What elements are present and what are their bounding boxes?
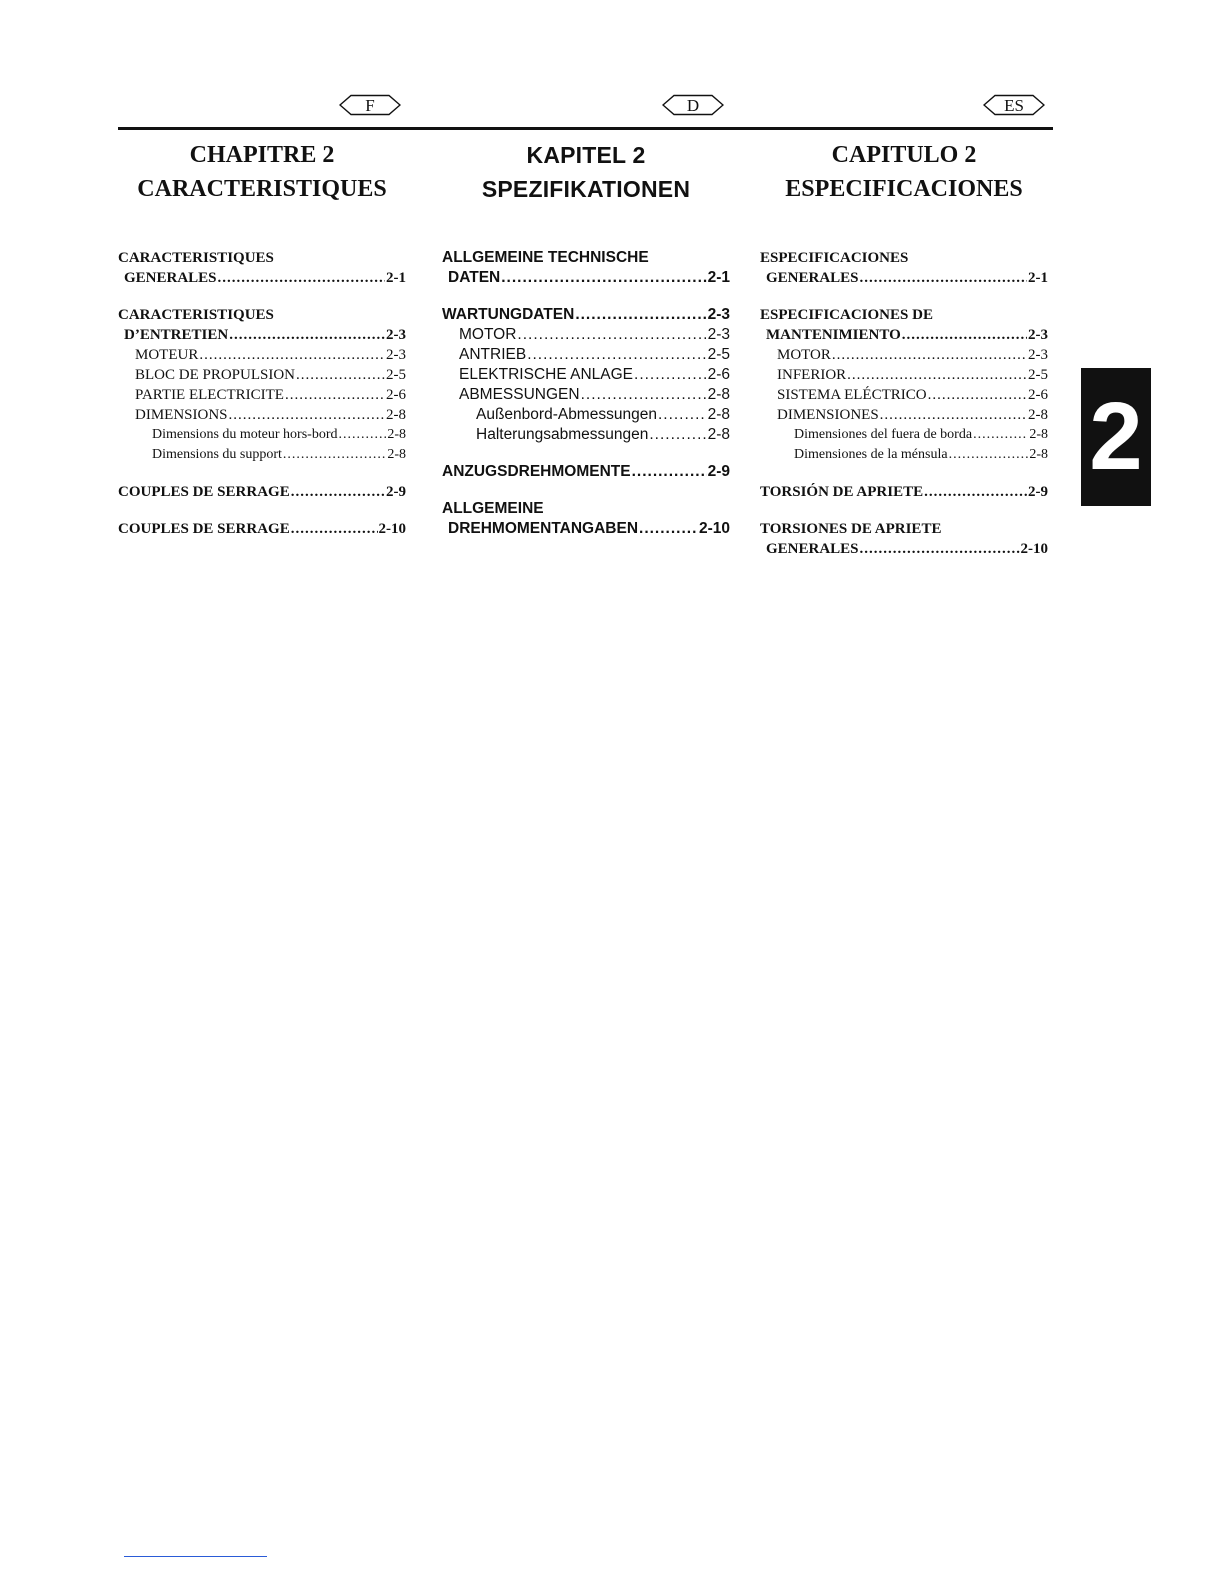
toc-entry[interactable]	[442, 385, 730, 405]
toc-group	[118, 519, 406, 539]
toc-leader-dots	[902, 325, 1027, 345]
toc-entry[interactable]	[118, 345, 406, 365]
toc-entry-label: Außenbord-Abmessungen	[476, 406, 657, 423]
chapter-title: CAPITULO 2	[831, 142, 977, 168]
toc-page-number: 2-8	[1029, 447, 1048, 462]
toc-leader-dots	[880, 405, 1027, 425]
toc-leader-dots	[501, 268, 706, 288]
column-french	[118, 138, 406, 537]
toc-leader-dots	[229, 325, 385, 345]
toc-leader-dots	[847, 365, 1027, 385]
toc-entry[interactable]	[442, 305, 730, 325]
toc-leader-dots	[218, 268, 385, 288]
toc-entry-label: ANTRIEB	[459, 346, 527, 363]
toc-leader-dots	[527, 345, 706, 365]
toc-leader-dots	[928, 385, 1027, 405]
toc-entry-label: D’ENTRETIEN	[124, 327, 229, 343]
toc-page-number: 2-5	[386, 367, 406, 383]
toc-leader-dots	[581, 385, 707, 405]
toc-entry[interactable]	[760, 365, 1048, 385]
toc-entry-label: Dimensiones del fuera de borda	[794, 427, 973, 442]
toc-page-number: 2-3	[1028, 327, 1048, 343]
table-of-contents	[442, 248, 730, 556]
toc-leader-dots	[658, 405, 707, 425]
toc-entry[interactable]	[760, 345, 1048, 365]
toc-group	[760, 248, 1048, 288]
toc-entry-label: INFERIOR	[777, 367, 847, 383]
toc-page-number: 2-3	[707, 306, 730, 323]
chapter-subtitle: CARACTERISTIQUES	[137, 176, 387, 202]
toc-page-number: 2-3	[1028, 347, 1048, 363]
footer-link-line	[124, 1556, 267, 1557]
toc-page-number: 2-3	[386, 327, 406, 343]
toc-entry-label: GENERALES	[124, 270, 217, 286]
toc-page-number: 2-8	[707, 386, 730, 403]
toc-entry-label: WARTUNGDATEN	[442, 306, 575, 323]
toc-page-number: 2-6	[386, 387, 406, 403]
toc-entry[interactable]	[442, 519, 730, 539]
toc-entry[interactable]	[118, 365, 406, 385]
toc-page-number: 2-6	[1028, 387, 1048, 403]
table-of-contents	[760, 248, 1048, 576]
toc-entry-label: DIMENSIONES	[777, 407, 879, 423]
toc-entry-label: Halterungsabmessungen	[476, 426, 649, 443]
column-spanish	[760, 138, 1048, 557]
toc-entry-label: Dimensions du moteur hors-bord	[152, 427, 338, 442]
toc-page-number: 2-5	[1028, 367, 1048, 383]
toc-entry-label: DREHMOMENTANGABEN	[448, 520, 639, 537]
lang-badge-label: F	[365, 96, 375, 115]
toc-entry-label: ALLGEMEINE	[442, 500, 544, 517]
toc-leader-dots	[575, 305, 706, 325]
toc-entry-label: COUPLES DE SERRAGE	[118, 484, 290, 500]
toc-entry[interactable]	[118, 445, 406, 465]
toc-entry-label: BLOC DE PROPULSION	[135, 367, 296, 383]
toc-group	[442, 248, 730, 288]
toc-entry-label: ABMESSUNGEN	[459, 386, 580, 403]
toc-page-number: 2-8	[387, 447, 406, 462]
toc-entry-label: ESPECIFICACIONES DE	[760, 307, 933, 323]
chapter-subtitle: SPEZIFIKATIONEN	[481, 176, 691, 202]
toc-leader-dots	[199, 345, 385, 365]
toc-entry[interactable]	[442, 365, 730, 385]
toc-entry-label: GENERALES	[766, 541, 859, 557]
toc-leader-dots	[229, 405, 385, 425]
toc-page-number: 2-9	[1028, 484, 1048, 500]
lang-badge-spanish	[983, 94, 1045, 116]
toc-entry[interactable]	[760, 482, 1048, 502]
toc-entry[interactable]	[118, 425, 406, 445]
toc-leader-dots	[860, 268, 1027, 288]
lang-badge-german	[662, 94, 724, 116]
toc-entry[interactable]	[118, 405, 406, 425]
chapter-title: KAPITEL 2	[526, 142, 646, 168]
toc-leader-dots	[973, 425, 1028, 445]
toc-entry[interactable]	[442, 325, 730, 345]
toc-entry[interactable]	[118, 268, 406, 288]
toc-leader-dots	[285, 385, 385, 405]
toc-entry[interactable]	[760, 445, 1048, 465]
toc-entry[interactable]	[760, 405, 1048, 425]
toc-entry-label: ELEKTRISCHE ANLAGE	[459, 366, 634, 383]
toc-entry[interactable]	[118, 385, 406, 405]
toc-entry[interactable]	[442, 462, 730, 482]
toc-entry-label: DIMENSIONS	[135, 407, 228, 423]
toc-page-number: 2-3	[707, 326, 730, 343]
toc-group	[760, 482, 1048, 502]
toc-page-number: 2-8	[707, 406, 730, 423]
toc-entry[interactable]	[760, 385, 1048, 405]
toc-leader-dots	[924, 482, 1027, 502]
toc-heading	[760, 248, 1048, 268]
toc-leader-dots	[649, 425, 706, 445]
lang-badge-label: D	[686, 96, 700, 115]
chapter-subtitle: ESPECIFICACIONES	[785, 176, 1023, 202]
column-german	[442, 138, 730, 537]
toc-entry[interactable]	[760, 425, 1048, 445]
toc-page-number: 2-8	[1029, 427, 1048, 442]
toc-page-number: 2-6	[707, 366, 730, 383]
table-of-contents	[118, 248, 406, 556]
toc-heading	[442, 499, 730, 519]
toc-group	[118, 305, 406, 465]
toc-group	[442, 462, 730, 482]
toc-leader-dots	[949, 445, 1029, 465]
toc-entry-label: SISTEMA ELÉCTRICO	[777, 387, 927, 403]
toc-entry[interactable]	[118, 325, 406, 345]
toc-entry-label: ANZUGSDREHMOMENTE	[442, 463, 631, 480]
toc-entry-label: CARACTERISTIQUES	[118, 307, 274, 323]
toc-entry[interactable]	[118, 519, 406, 539]
toc-entry-label: PARTIE ELECTRICITE	[135, 387, 284, 403]
lang-badge-french	[339, 94, 401, 116]
toc-entry[interactable]	[442, 345, 730, 365]
toc-entry-label: TORSIÓN DE APRIETE	[760, 484, 924, 500]
toc-page-number: 2-3	[386, 347, 406, 363]
toc-page-number: 2-10	[698, 520, 730, 537]
toc-page-number: 2-9	[386, 484, 406, 500]
toc-entry[interactable]	[118, 482, 406, 502]
toc-entry[interactable]	[442, 405, 730, 425]
toc-entry-label: Dimensions du support	[152, 447, 282, 462]
toc-entry-label: ALLGEMEINE TECHNISCHE	[442, 249, 649, 266]
toc-entry-label: TORSIONES DE APRIETE	[760, 521, 942, 537]
toc-group	[442, 499, 730, 539]
toc-entry[interactable]	[442, 268, 730, 288]
toc-entry-label: ESPECIFICACIONES	[760, 250, 909, 266]
toc-entry-label: Dimensiones de la ménsula	[794, 447, 948, 462]
lang-badge-label: ES	[1004, 96, 1024, 115]
toc-entry-label: MOTOR	[459, 326, 517, 343]
toc-page-number: 2-8	[386, 407, 406, 423]
toc-page-number: 2-10	[378, 521, 406, 537]
toc-leader-dots	[338, 425, 386, 445]
toc-leader-dots	[632, 462, 707, 482]
toc-entry[interactable]	[760, 325, 1048, 345]
toc-leader-dots	[860, 539, 1020, 559]
toc-group	[118, 482, 406, 502]
toc-page-number: 2-5	[707, 346, 730, 363]
toc-leader-dots	[291, 482, 385, 502]
toc-group	[760, 519, 1048, 559]
toc-entry-label: MOTEUR	[135, 347, 199, 363]
toc-page-number: 2-8	[707, 426, 730, 443]
toc-heading	[118, 248, 406, 268]
toc-page-number: 2-1	[707, 269, 730, 286]
toc-page-number: 2-9	[707, 463, 730, 480]
toc-entry[interactable]	[442, 425, 730, 445]
toc-group	[118, 248, 406, 288]
toc-entry-label: MANTENIMIENTO	[766, 327, 901, 343]
toc-leader-dots	[296, 365, 385, 385]
toc-page-number: 2-8	[387, 427, 406, 442]
chapter-tab-badge: 2	[1081, 368, 1151, 506]
header-rule	[118, 127, 1053, 130]
chapter-title: CHAPITRE 2	[189, 142, 335, 168]
toc-entry-label: MOTOR	[777, 347, 831, 363]
toc-heading	[760, 305, 1048, 325]
toc-page-number: 2-10	[1020, 541, 1048, 557]
toc-heading	[118, 305, 406, 325]
toc-page-number: 2-1	[1028, 270, 1048, 286]
toc-leader-dots	[832, 345, 1027, 365]
toc-entry[interactable]	[760, 268, 1048, 288]
toc-leader-dots	[291, 519, 378, 539]
toc-page-number: 2-1	[386, 270, 406, 286]
toc-leader-dots	[639, 519, 698, 539]
toc-group	[760, 305, 1048, 465]
toc-entry-label: COUPLES DE SERRAGE	[118, 521, 290, 537]
toc-page-number: 2-8	[1028, 407, 1048, 423]
toc-leader-dots	[517, 325, 706, 345]
toc-entry-label: CARACTERISTIQUES	[118, 250, 274, 266]
toc-leader-dots	[634, 365, 707, 385]
toc-entry-label: GENERALES	[766, 270, 859, 286]
toc-entry[interactable]	[760, 539, 1048, 559]
toc-leader-dots	[283, 445, 386, 465]
toc-heading	[442, 248, 730, 268]
toc-heading	[760, 519, 1048, 539]
toc-entry-label: DATEN	[448, 269, 501, 286]
toc-group	[442, 305, 730, 445]
